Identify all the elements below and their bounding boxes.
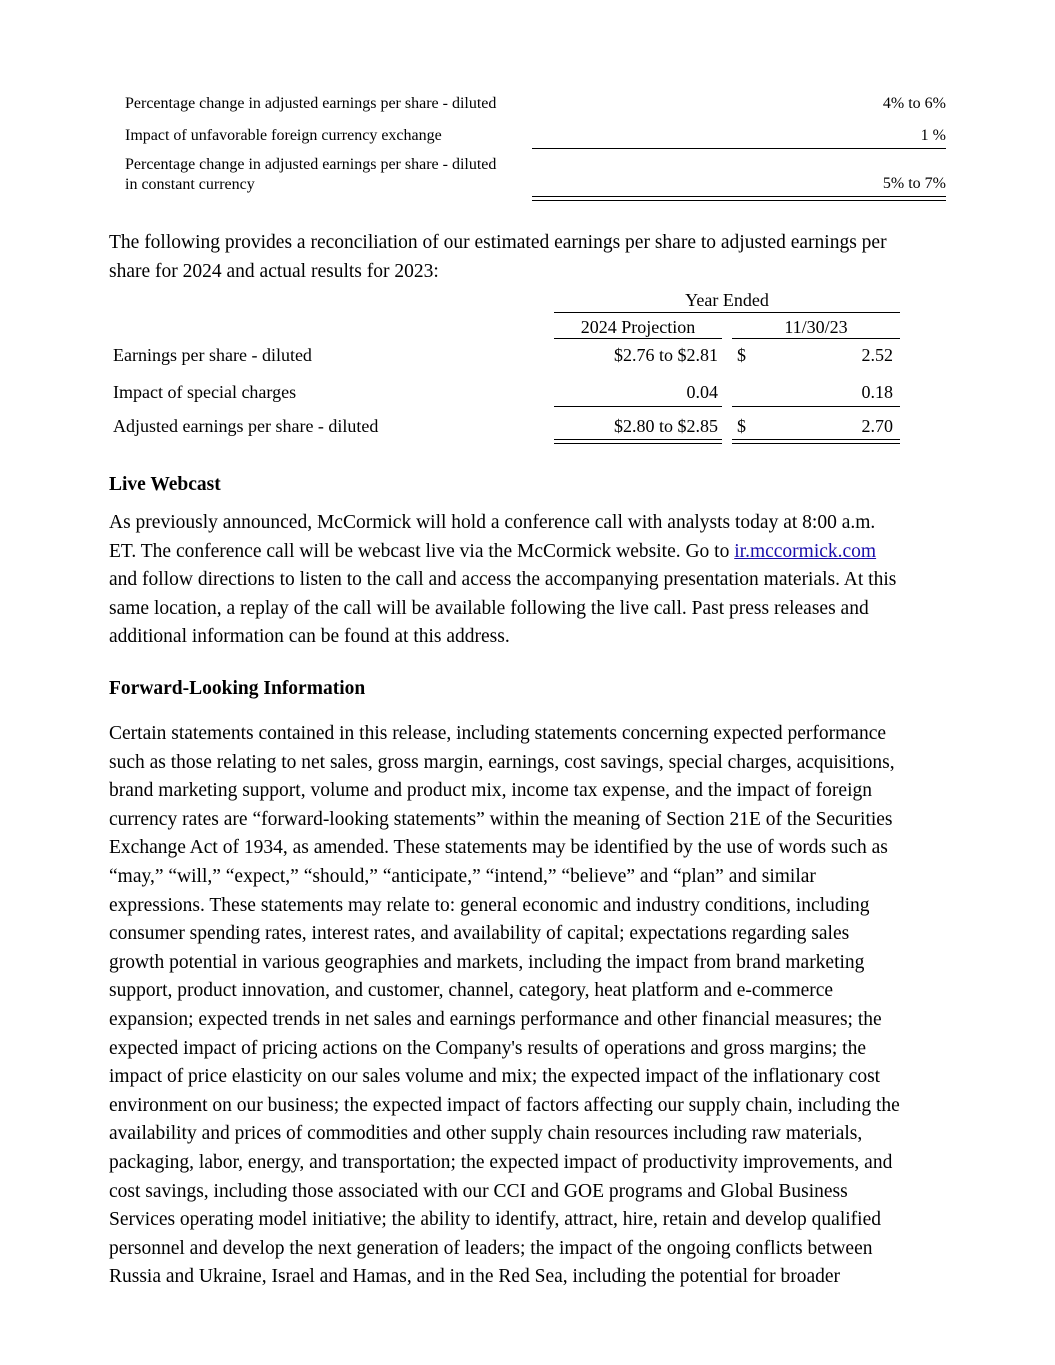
group-header: Year Ended xyxy=(685,290,769,310)
row-label: Adjusted earnings per share - diluted xyxy=(113,416,379,436)
reconciliation-intro xyxy=(109,229,959,286)
text-line: availability and prices of commodities and other supply chain resources including raw materials, xyxy=(109,1123,863,1145)
text-segment: ET. The conference call will be webcast live via the McCormick website. Go to xyxy=(109,540,735,562)
actual-value: 2.52 xyxy=(861,345,893,365)
text-line: such as those relating to net sales, gross margin, earnings, cost savings, special charges, acquisitions, xyxy=(109,751,895,773)
currency-symbol: $ xyxy=(737,416,746,436)
column-header: 11/30/23 xyxy=(784,317,848,337)
actual-value: 0.18 xyxy=(861,382,893,402)
text-line: impact of price elasticity on our sales volume and mix; the expected impact of the inflationary cost xyxy=(109,1066,881,1088)
projection-value: $2.76 to $2.81 xyxy=(613,345,718,365)
text-line: expansion; expected trends in net sales and earnings performance and other financial measures; the xyxy=(109,1008,882,1030)
divider xyxy=(554,406,722,407)
text-line: growth potential in various geographies and markets, including the impact from brand marketing xyxy=(109,951,865,973)
row-value: 5% to 7% xyxy=(882,175,946,192)
text-line: Russia and Ukraine, Israel and Hamas, and in the Red Sea, including the potential for broader xyxy=(109,1266,841,1288)
section-heading-forward-looking: Forward-Looking Information xyxy=(109,678,366,699)
text-line: brand marketing support, volume and product mix, income tax expense, and the impact of foreign xyxy=(109,780,872,802)
text-line: cost savings, including those associated with our CCI and GOE programs and Global Business xyxy=(109,1180,848,1202)
text-line: expressions. These statements may relate to: general economic and industry conditions, including xyxy=(109,894,870,916)
row-label: Percentage change in adjusted earnings per share - diluted xyxy=(125,156,497,173)
text-line: additional information can be found at this address. xyxy=(109,626,510,648)
text-line: The following provides a reconciliation of our estimated earnings per share to adjusted earnings per xyxy=(109,232,887,253)
actual-value: 2.70 xyxy=(861,416,893,436)
divider xyxy=(554,312,900,313)
double-divider xyxy=(732,439,900,444)
row-label: Impact of special charges xyxy=(113,382,297,402)
row-label-continued: in constant currency xyxy=(125,176,255,193)
text-line: support, product innovation, and customer, channel, category, heat platform and e-commerce xyxy=(109,980,834,1002)
currency-symbol: $ xyxy=(737,345,746,365)
forward-looking-paragraph xyxy=(109,720,959,1292)
projection-value: 0.04 xyxy=(686,382,718,402)
text-line: personnel and develop the next generation of leaders; the impact of the ongoing conflicts between xyxy=(109,1237,873,1259)
text-line: currency rates are “forward-looking statements” within the meaning of Section 21E of the Securities xyxy=(109,808,893,830)
text-line: Services operating model initiative; the ability to identify, attract, hire, retain and develop qualified xyxy=(109,1209,881,1231)
projection-value: $2.80 to $2.85 xyxy=(613,416,718,436)
row-value: 1 % xyxy=(920,127,946,144)
divider xyxy=(554,338,722,339)
text-line xyxy=(109,538,959,567)
text-line: consumer spending rates, interest rates, and availability of capital; expectations regarding sales xyxy=(109,923,850,945)
text-line: “may,” “will,” “expect,” “should,” “anticipate,” “intend,” “believe” and “plan” and similar xyxy=(109,865,816,887)
investor-relations-link[interactable]: ir.mccormick.com xyxy=(734,540,877,562)
divider xyxy=(732,406,900,407)
text-line: share for 2024 and actual results for 2023: xyxy=(109,260,439,282)
webcast-paragraph xyxy=(109,509,959,652)
text-line: Exchange Act of 1934, as amended. These statements may be identified by the use of words such as xyxy=(109,837,888,859)
section-heading-webcast: Live Webcast xyxy=(109,474,221,495)
text-line: packaging, labor, energy, and transportation; the expected impact of productivity improvements, and xyxy=(109,1151,893,1173)
divider xyxy=(532,148,946,149)
text-line: environment on our business; the expected impact of factors affecting our supply chain, including the xyxy=(109,1094,900,1116)
text-line: As previously announced, McCormick will hold a conference call with analysts today at 8:00 a.m. xyxy=(109,512,876,533)
double-divider xyxy=(554,439,722,444)
row-label: Earnings per share - diluted xyxy=(113,345,312,365)
double-divider xyxy=(532,196,946,201)
text-line: same location, a replay of the call will be available following the live call. Past press releases and xyxy=(109,597,869,619)
row-label: Percentage change in adjusted earnings per share - diluted xyxy=(125,95,497,112)
text-line: Certain statements contained in this release, including statements concerning expected performance xyxy=(109,723,887,744)
text-line: and follow directions to listen to the call and access the accompanying presentation materials. At this xyxy=(109,569,897,591)
row-label: Impact of unfavorable foreign currency exchange xyxy=(125,127,442,144)
text-line: expected impact of pricing actions on the Company's results of operations and gross margins; the xyxy=(109,1037,866,1059)
divider xyxy=(732,338,900,339)
row-value: 4% to 6% xyxy=(882,95,946,112)
column-header: 2024 Projection xyxy=(580,317,696,337)
